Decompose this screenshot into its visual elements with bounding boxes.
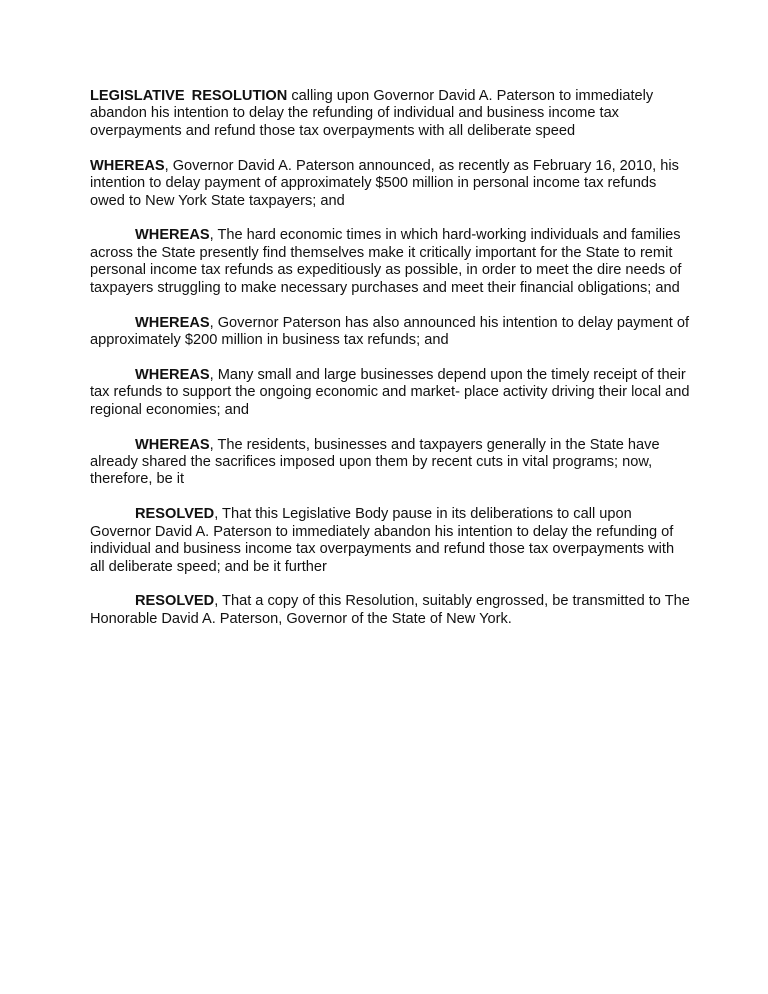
- paragraph-text: , That this Legislative Body pause in its deliberations to call upon Governor David A. Paterson to immediately abandon his intention to delay the refunding of individual and business income tax overpayments and refund those tax overpayments with all deliberate speed; and be it further: [90, 506, 675, 575]
- paragraph-text: , That a copy of this Resolution, suitably engrossed, be transmitted to The Honorable David A. Paterson, Governor of the State of New York.: [90, 593, 690, 627]
- whereas-paragraph-3: [90, 315, 690, 350]
- whereas-paragraph-1: [90, 158, 690, 210]
- whereas-paragraph-5: [90, 437, 690, 489]
- paragraph-text: , The hard economic times in which hard-working individuals and families across the State presently find themselves make it critically important for the State to remit personal income tax refunds as expeditiously as possible, in order to meet the dire needs of taxpayers struggling to make necessary purchases and meet their financial obligations; and: [90, 227, 682, 296]
- title-keyword: LEGISLATIVE RESOLUTION: [90, 88, 288, 104]
- paragraph-text: , Governor David A. Paterson announced, as recently as February 16, 2010, his intention to delay payment of approximately $500 million in personal income tax refunds owed to New York State taxpayers; and: [90, 157, 679, 209]
- resolution-title: [90, 88, 690, 140]
- paragraph-keyword: WHEREAS: [135, 314, 210, 331]
- paragraph-text: , Many small and large businesses depend upon the timely receipt of their tax refunds to support the ongoing economic and market- place activity driving their local and regional economies; and: [90, 366, 690, 418]
- paragraph-keyword: WHEREAS: [90, 157, 165, 174]
- paragraph-text: , The residents, businesses and taxpayers generally in the State have already shared the sacrifices imposed upon them by recent cuts in vital programs; now, therefore, be it: [90, 436, 660, 488]
- paragraph-keyword: WHEREAS: [135, 366, 210, 383]
- whereas-paragraph-4: [90, 367, 690, 419]
- paragraph-keyword: RESOLVED: [135, 593, 215, 610]
- paragraph-keyword: WHEREAS: [135, 227, 210, 244]
- resolved-paragraph-2: [90, 593, 690, 628]
- whereas-paragraph-2: [90, 227, 690, 297]
- paragraph-text: , Governor Paterson has also announced his intention to delay payment of approximately $200 million in business tax refunds; and: [90, 314, 690, 348]
- paragraph-keyword: WHEREAS: [135, 436, 210, 453]
- resolution-document: [90, 88, 690, 646]
- paragraph-keyword: RESOLVED: [135, 506, 215, 523]
- title-text: calling upon Governor David A. Paterson to immediately abandon his intention to delay the refunding of individual and business income tax overpayments and refund those tax overpayments with all deliberate speed: [90, 88, 654, 139]
- resolved-paragraph-1: [90, 506, 690, 576]
